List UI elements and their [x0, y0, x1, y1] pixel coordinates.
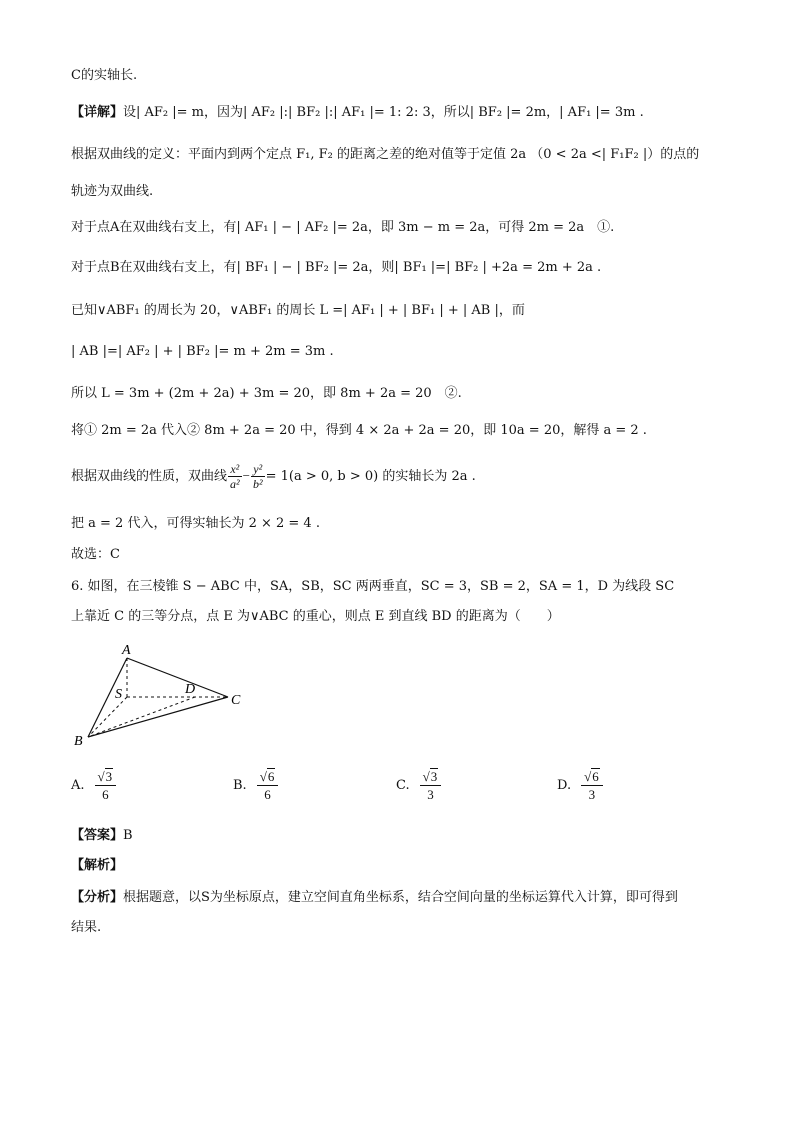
text-line-3: 根据双曲线的定义：平面内到两个定点 F₁, F₂ 的距离之差的绝对值等于定值 2a （0 < 2a <| F₁F₂ |）的点的	[71, 147, 700, 162]
text-line-9: 所以 L = 3m + (2m + 2a) + 3m = 20，即 8m + 2a = 20 ②.	[71, 386, 462, 401]
question-6-line-2: 上靠近 C 的三等分点，点 E 为∨ABC 的重心，则点 E 到直线 BD 的距离为（ ）	[71, 609, 560, 624]
text-line-6: 对于点B在双曲线右支上，有| BF₁ | − | BF₂ |= 2a，则| BF₁ |=| BF₂ | +2a = 2m + 2a .	[71, 260, 602, 275]
label-C: C	[231, 693, 241, 708]
text-line-1: C的实轴长.	[71, 68, 138, 83]
pyramid-figure	[70, 640, 270, 750]
analysis-line-1: 【分析】根据题意，以S为坐标原点，建立空间直角坐标系，结合空间向量的坐标运算代入计算，即可得到	[71, 890, 678, 905]
option-d: D. $\frac{√6}{3}$	[557, 768, 603, 803]
question-6-line-1: 6. 如图，在三棱锥 S − ABC 中，SA，SB，SC 两两垂直，SC = 3，SB = 2，SA = 1，D 为线段 SC	[71, 579, 675, 594]
answer-tag: 【答案】	[71, 828, 124, 843]
detail-tag: 【详解】	[71, 105, 124, 120]
text-line-10: 将① 2m = 2a 代入② 8m + 2a = 20 中，得到 4 × 2a + 2a = 20，即 10a = 20，解得 a = 2 .	[71, 423, 647, 438]
analysis-tag: 【分析】	[71, 890, 124, 905]
option-c: C. $\frac{√3}{3}$	[396, 768, 441, 803]
text-line-8: | AB |=| AF₂ | + | BF₂ |= m + 2m = 3m .	[71, 344, 334, 359]
option-b: B. $\frac{√6}{6}$	[233, 768, 278, 803]
answer-line: 【答案】B	[71, 828, 133, 843]
choice-line: 故选：C	[71, 547, 120, 562]
label-A: A	[122, 643, 131, 658]
text-line-5: 对于点A在双曲线右支上，有| AF₁ | − | AF₂ |= 2a，即 3m − m = 2a，可得 2m = 2a ①.	[71, 220, 615, 235]
label-B: B	[74, 734, 83, 749]
fraction-x2-a2: $\frac{\text{x²}}{\text{a²}}$	[230, 462, 240, 491]
label-S: S	[115, 687, 122, 702]
detail-line: 【详解】设| AF₂ |= m，因为| AF₂ |:| BF₂ |:| AF₁ |= 1: 2: 3，所以| BF₂ |= 2m，| AF₁ |= 3m .	[71, 105, 644, 120]
text-line-11: 根据双曲线的性质，双曲线 $\frac{\text{x²}}{\text{a²}}$ − $\frac{\text{y²}}{\text{b²}}$ = 1(a > 0, b > 0) 的实轴长为 2a .	[71, 462, 476, 491]
text-line-4: 轨迹为双曲线.	[71, 184, 154, 199]
fraction-y2-b2: $\frac{\text{y²}}{\text{b²}}$	[252, 462, 263, 491]
label-D: D	[185, 682, 196, 697]
text-line-7: 已知∨ABF₁ 的周长为 20，∨ABF₁ 的周长 L =| AF₁ | + | BF₁ | + | AB |，而	[71, 303, 525, 318]
option-a: A. $\frac{√3}{6}$	[71, 768, 116, 803]
analysis-tag-line: 【解析】	[71, 858, 124, 873]
analysis-line-2: 结果.	[71, 920, 102, 935]
text-line-12: 把 a = 2 代入，可得实轴长为 2 × 2 = 4 .	[71, 516, 320, 531]
